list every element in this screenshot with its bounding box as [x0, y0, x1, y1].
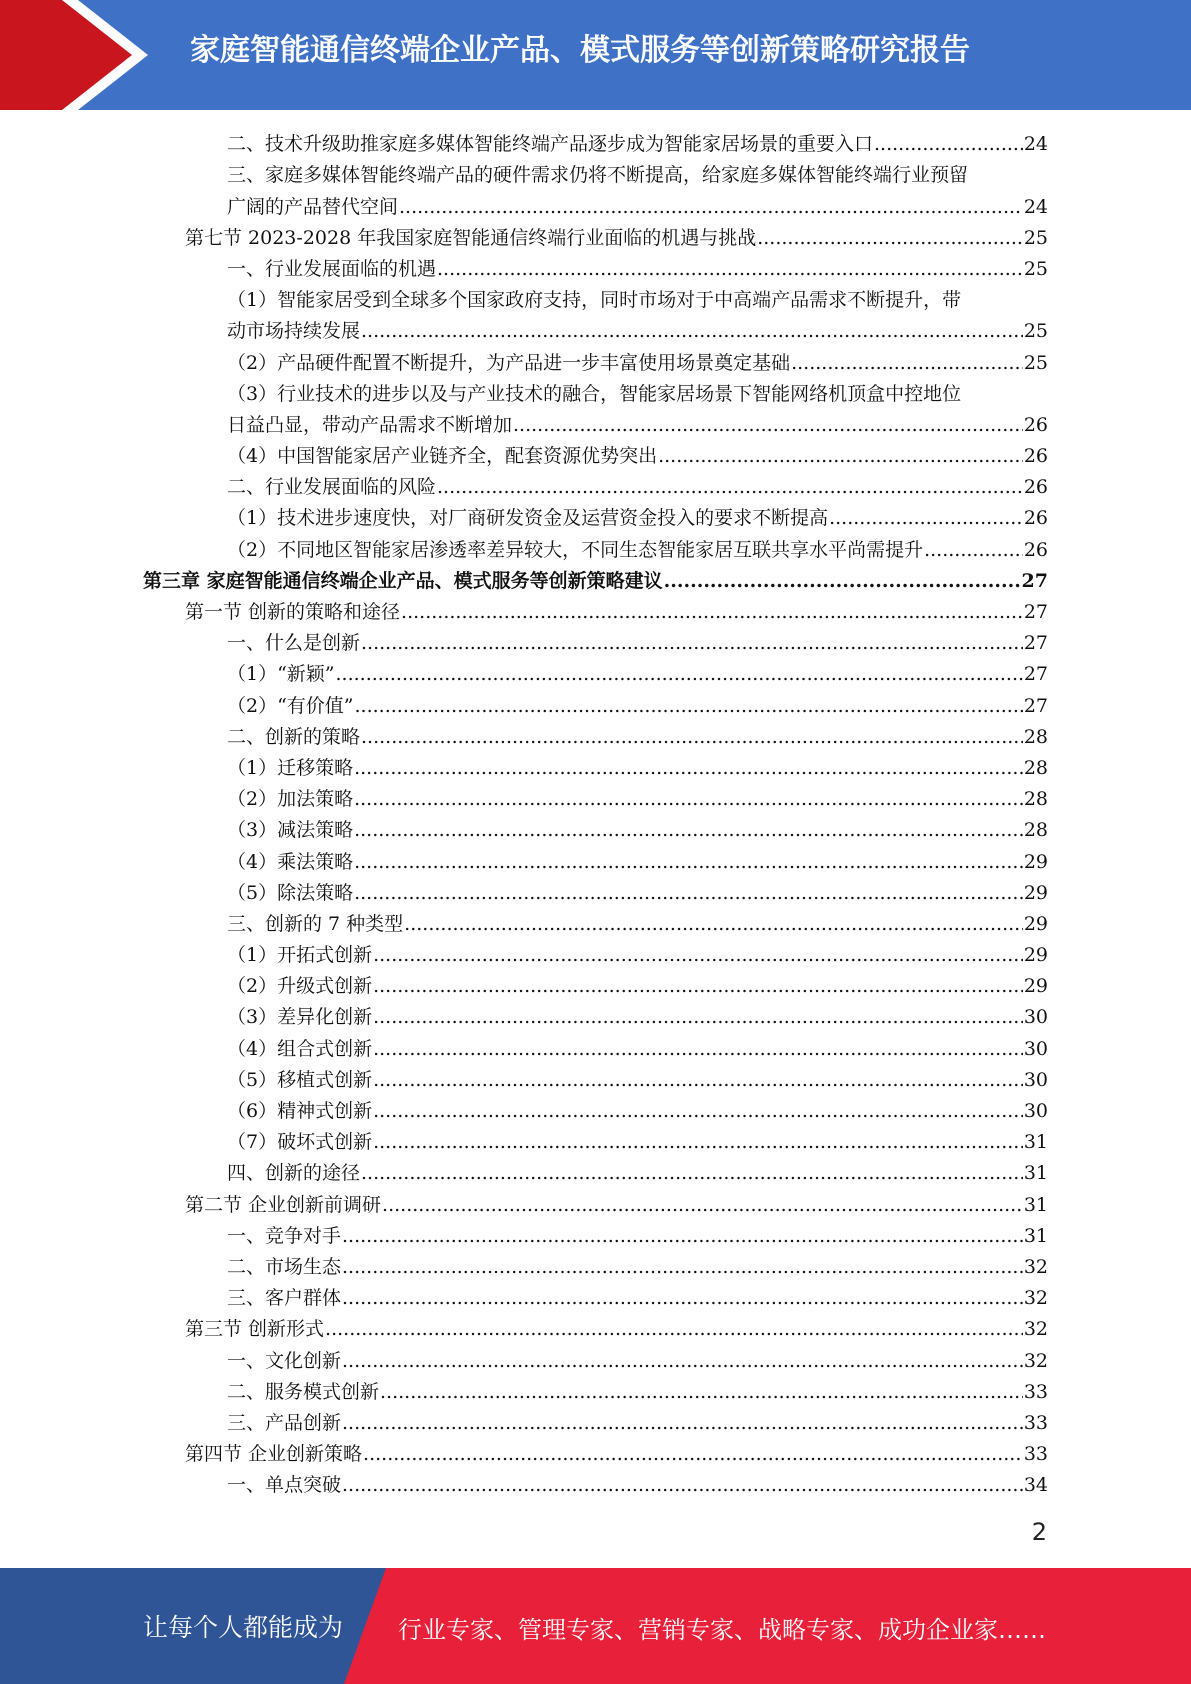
toc-page-number: 29 [1023, 912, 1048, 935]
toc-page-number: 26 [1023, 445, 1048, 468]
toc-dot-leader [355, 694, 1023, 718]
toc-dot-leader [342, 1473, 1023, 1497]
toc-page-number: 32 [1023, 1318, 1048, 1341]
toc-entry-text: （4）组合式创新 [227, 1037, 373, 1060]
toc-entry-text: 日益凸显，带动产品需求不断增加 [227, 413, 513, 436]
toc-dot-leader [373, 1037, 1023, 1061]
toc-subsection-entry[interactable] [227, 1220, 1048, 1251]
toc-dot-leader [373, 1005, 1023, 1029]
toc-dot-leader [373, 1068, 1023, 1092]
toc-dot-leader [354, 850, 1023, 874]
toc-section-entry[interactable] [185, 1188, 1048, 1219]
toc-subsection-entry[interactable] [227, 440, 1048, 471]
page-footer [0, 1568, 1191, 1684]
toc-subsection-entry[interactable] [227, 689, 1048, 720]
toc-dot-leader [664, 569, 1021, 593]
toc-subsection-entry[interactable] [227, 1157, 1048, 1188]
toc-subsection-entry[interactable] [227, 1032, 1048, 1063]
footer-slogan-right: 行业专家、管理专家、营销专家、战略专家、成功企业家…… [398, 1616, 1046, 1644]
toc-entry-text: 动市场持续发展 [227, 320, 361, 343]
toc-subsection-entry[interactable] [227, 471, 1048, 502]
toc-entry-text: （1）迁移策略 [227, 756, 354, 779]
toc-entry-text: （2）不同地区智能家居渗透率差异较大，不同生态智能家居互联共享水平尚需提升 [227, 538, 924, 561]
toc-entry-text: 四、创新的途径 [227, 1162, 361, 1185]
page-number: 2 [1031, 1518, 1047, 1546]
toc-subsection-entry[interactable] [227, 939, 1048, 970]
toc-page-number: 24 [1023, 133, 1048, 156]
toc-page-number: 29 [1023, 881, 1048, 904]
toc-page-number: 27 [1021, 569, 1048, 592]
table-of-contents [0, 128, 1191, 1500]
toc-entry-text: 一、行业发展面临的机遇 [227, 257, 437, 280]
toc-page-number: 31 [1023, 1193, 1048, 1216]
toc-page-number: 27 [1023, 632, 1048, 655]
toc-subsection-entry[interactable] [227, 845, 1048, 876]
toc-entry-text: （3）减法策略 [227, 819, 354, 842]
toc-page-number: 29 [1023, 944, 1048, 967]
toc-entry-text: 三、创新的 7 种类型 [227, 912, 404, 935]
toc-subsection-entry[interactable] [227, 190, 1048, 221]
toc-subsection-entry[interactable] [227, 1344, 1048, 1375]
toc-dot-leader [924, 538, 1023, 562]
toc-subsection-entry[interactable] [227, 533, 1048, 564]
toc-page-number: 26 [1023, 413, 1048, 436]
toc-dot-leader [437, 257, 1023, 281]
toc-page-number: 28 [1023, 756, 1048, 779]
toc-entry-text: （5）移植式创新 [227, 1068, 373, 1091]
toc-entry-text: 一、竞争对手 [227, 1224, 342, 1247]
toc-entry-text: 一、文化创新 [227, 1349, 342, 1372]
toc-page-number: 33 [1023, 1380, 1048, 1403]
toc-entry-text: （5）除法策略 [227, 881, 354, 904]
toc-page-number: 31 [1023, 1162, 1048, 1185]
toc-subsection-entry[interactable] [227, 908, 1048, 939]
toc-entry-text: 二、行业发展面临的风险 [227, 476, 437, 499]
toc-entry-text: 第三节 创新形式 [185, 1318, 325, 1341]
toc-subsection-entry[interactable] [227, 1376, 1048, 1407]
toc-subsection-entry[interactable] [227, 128, 1048, 159]
toc-page-number: 27 [1023, 601, 1048, 623]
toc-entry-text: （3）行业技术的进步以及与产业技术的融合，智能家居场景下智能网络机顶盒中控地位 [227, 382, 962, 405]
toc-page-number: 25 [1023, 257, 1048, 280]
toc-page-number: 31 [1023, 1224, 1048, 1247]
toc-subsection-entry[interactable] [227, 1095, 1048, 1126]
toc-entry-text: 第二节 企业创新前调研 [185, 1193, 382, 1216]
toc-section-entry[interactable] [185, 1438, 1048, 1469]
toc-dot-leader [354, 756, 1023, 780]
toc-subsection-entry[interactable] [227, 1469, 1048, 1500]
toc-page-number: 33 [1023, 1411, 1048, 1434]
toc-entry-text: 二、技术升级助推家庭多媒体智能终端产品逐步成为智能家居场景的重要入口 [227, 133, 874, 156]
toc-entry-text: （3）差异化创新 [227, 1006, 373, 1029]
toc-subsection-entry[interactable] [227, 1407, 1048, 1438]
toc-page-number: 34 [1023, 1474, 1048, 1497]
toc-entry-text: （2）产品硬件配置不断提升，为产品进一步丰富使用场景奠定基础 [227, 351, 791, 374]
toc-entry-text: （2）“有价值” [227, 694, 354, 717]
toc-entry-text: 一、什么是创新 [227, 632, 361, 655]
toc-dot-leader [361, 1161, 1023, 1185]
toc-dot-leader [658, 444, 1023, 468]
toc-subsection-entry[interactable] [227, 315, 1048, 346]
toc-page-number: 30 [1023, 1068, 1048, 1091]
toc-dot-leader [342, 1255, 1023, 1279]
toc-page-number: 30 [1023, 1100, 1048, 1122]
report-title: 家庭智能通信终端企业产品、模式服务等创新策略研究报告 [190, 33, 970, 68]
toc-page-number: 32 [1023, 1287, 1048, 1310]
toc-dot-leader [373, 974, 1023, 998]
toc-page-number: 28 [1023, 819, 1048, 842]
toc-entry-text: 三、家庭多媒体智能终端产品的硬件需求仍将不断提高，给家庭多媒体智能终端行业预留 [227, 164, 969, 187]
toc-page-number: 26 [1023, 476, 1048, 499]
toc-dot-leader [342, 1349, 1023, 1373]
toc-chapter-entry[interactable] [143, 565, 1048, 596]
toc-entry-text: 三、客户群体 [227, 1287, 342, 1310]
toc-page-number: 33 [1023, 1443, 1048, 1466]
toc-entry-text: 第四节 企业创新策略 [185, 1443, 363, 1466]
toc-page-number: 24 [1023, 195, 1048, 218]
toc-dot-leader [342, 1224, 1023, 1248]
toc-entry-text: 三、产品创新 [227, 1411, 342, 1434]
toc-subsection-entry[interactable] [227, 627, 1048, 658]
toc-dot-leader [380, 1380, 1023, 1404]
toc-page-number: 30 [1023, 1037, 1048, 1060]
toc-entry-text: （1）技术进步速度快，对厂商研发资金及运营资金投入的要求不断提高 [227, 507, 829, 530]
toc-entry-text: （7）破坏式创新 [227, 1131, 373, 1154]
toc-page-number: 30 [1023, 1006, 1048, 1029]
toc-dot-leader [513, 413, 1023, 437]
toc-subsection-entry[interactable] [227, 1126, 1048, 1157]
toc-subsection-entry[interactable] [227, 721, 1048, 752]
toc-subsection-entry[interactable] [227, 1064, 1048, 1095]
toc-dot-leader [399, 195, 1023, 219]
toc-subsection-entry[interactable] [227, 253, 1048, 284]
toc-dot-leader [361, 725, 1023, 749]
toc-entry-text: 第三章 家庭智能通信终端企业产品、模式服务等创新策略建议 [143, 569, 663, 592]
toc-dot-leader [874, 132, 1023, 156]
toc-entry-text: （4）乘法策略 [227, 850, 354, 873]
toc-dot-leader [401, 600, 1023, 624]
toc-subsection-entry[interactable] [227, 409, 1048, 440]
toc-dot-leader [361, 319, 1023, 343]
toc-section-entry[interactable] [185, 596, 1048, 627]
toc-subsection-entry[interactable] [227, 346, 1048, 377]
toc-dot-leader [342, 1286, 1023, 1310]
toc-dot-leader [325, 1317, 1023, 1341]
toc-subsection-entry[interactable] [227, 502, 1048, 533]
toc-dot-leader [404, 912, 1023, 936]
toc-subsection-entry[interactable] [227, 1001, 1048, 1032]
toc-page-number: 29 [1023, 975, 1048, 998]
toc-dot-leader [354, 818, 1023, 842]
toc-page-number: 27 [1023, 694, 1048, 717]
toc-dot-leader [342, 1411, 1023, 1435]
toc-entry-line-1[interactable] [227, 159, 1048, 190]
toc-dot-leader [437, 475, 1023, 499]
toc-subsection-entry[interactable] [227, 658, 1048, 689]
toc-page-number: 25 [1023, 351, 1048, 374]
toc-entry-text: 一、单点突破 [227, 1474, 342, 1497]
toc-entry-text: （4）中国智能家居产业链齐全，配套资源优势突出 [227, 445, 658, 468]
toc-subsection-entry[interactable] [227, 1282, 1048, 1313]
toc-subsection-entry[interactable] [227, 752, 1048, 783]
toc-page-number: 26 [1023, 507, 1048, 530]
toc-dot-leader [791, 351, 1023, 375]
toc-subsection-entry[interactable] [227, 1251, 1048, 1282]
toc-entry-text: 第一节 创新的策略和途径 [185, 601, 401, 623]
toc-subsection-entry[interactable] [227, 783, 1048, 814]
toc-dot-leader [354, 881, 1023, 905]
toc-page-number: 27 [1023, 663, 1048, 686]
toc-entry-text: 二、市场生态 [227, 1255, 342, 1278]
toc-dot-leader [373, 943, 1023, 967]
toc-page-number: 28 [1023, 725, 1048, 748]
toc-entry-text: （2）升级式创新 [227, 975, 373, 998]
toc-page-number: 26 [1023, 538, 1048, 561]
toc-page-number: 32 [1023, 1349, 1048, 1372]
toc-page-number: 31 [1023, 1131, 1048, 1154]
toc-entry-text: （2）加法策略 [227, 788, 354, 811]
toc-entry-line-1[interactable] [227, 378, 1048, 409]
toc-dot-leader [336, 662, 1023, 686]
toc-entry-text: （1）智能家居受到全球多个国家政府支持，同时市场对于中高端产品需求不断提升，带 [227, 288, 962, 311]
toc-section-entry[interactable] [185, 1313, 1048, 1344]
toc-subsection-entry[interactable] [227, 877, 1048, 908]
toc-dot-leader [829, 506, 1023, 530]
toc-entry-text: （1）“新颖” [227, 663, 335, 686]
toc-page-number: 32 [1023, 1255, 1048, 1278]
toc-dot-leader [382, 1193, 1023, 1217]
toc-subsection-entry[interactable] [227, 814, 1048, 845]
toc-dot-leader [373, 1099, 1023, 1123]
toc-entry-text: 第七节 2023-2028 年我国家庭智能通信终端行业面临的机遇与挑战 [185, 226, 757, 249]
toc-entry-text: （6）精神式创新 [227, 1100, 373, 1122]
toc-section-entry[interactable] [185, 222, 1048, 253]
toc-page-number: 29 [1023, 850, 1048, 873]
toc-entry-text: 二、创新的策略 [227, 725, 361, 748]
toc-entry-text: 广阔的产品替代空间 [227, 195, 399, 218]
toc-dot-leader [373, 1130, 1023, 1154]
toc-entry-line-1[interactable] [227, 284, 1048, 315]
toc-page-number: 28 [1023, 788, 1048, 811]
page-header [0, 0, 1191, 110]
toc-page-number: 25 [1023, 226, 1048, 249]
toc-entry-text: （1）开拓式创新 [227, 944, 373, 967]
toc-dot-leader [354, 787, 1023, 811]
footer-slogan-left: 让每个人都能成为 [143, 1613, 344, 1642]
toc-dot-leader [363, 1442, 1023, 1466]
toc-dot-leader [757, 226, 1023, 250]
toc-dot-leader [361, 631, 1023, 655]
toc-entry-text: 二、服务模式创新 [227, 1380, 380, 1403]
toc-page-number: 25 [1023, 320, 1048, 343]
toc-subsection-entry[interactable] [227, 970, 1048, 1001]
